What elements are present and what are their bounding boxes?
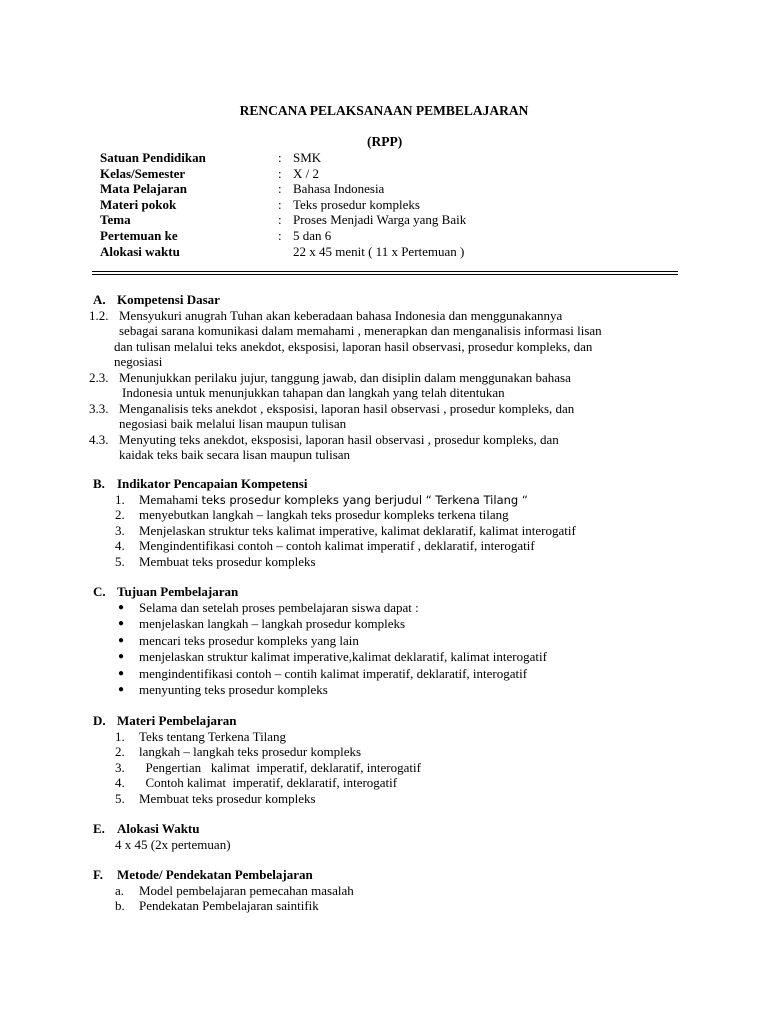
divider-line (92, 271, 678, 272)
divider-line (92, 274, 678, 275)
text-line: Indonesia untuk menunjukkan tahapan dan langkah yang telah ditentukan (122, 385, 505, 400)
list-item (93, 791, 683, 807)
text-line: Menyuting teks anekdot, eksposisi, laporan hasil observasi , prosedur kompleks, dan (119, 431, 559, 447)
meta-label: Mata Pelajaran (100, 181, 188, 197)
document-title: RENCANA PELAKSANAAN PEMBELAJARAN (239, 103, 529, 118)
meta-value: Teks prosedur kompleks (293, 196, 420, 212)
competency-text (91, 370, 683, 401)
competency-item (91, 370, 683, 401)
section-tujuan (93, 584, 683, 699)
list-number: 5. (115, 790, 125, 806)
section-heading (93, 867, 683, 883)
bullet-item (93, 633, 683, 650)
meta-value: SMK (293, 150, 322, 165)
section-letter: A. (93, 292, 106, 307)
competency-text (91, 401, 683, 432)
section-alokasi (93, 821, 683, 852)
bullet-text: Selama dan setelah proses pembelajaran siswa dapat : (139, 599, 419, 615)
list-text: Model pembelajaran pemecahan masalah (139, 882, 354, 898)
section-title: Alokasi Waktu (117, 821, 200, 836)
text-line: negosiasi (114, 354, 163, 369)
text-line: Mensyukuri anugrah Tuhan akan keberadaan bahasa Indonesia dan menggunakannya (119, 307, 563, 323)
list-text: Membuat teks prosedur kompleks (139, 790, 316, 806)
section-title: Tujuan Pembelajaran (117, 584, 239, 599)
bullet-item (93, 649, 683, 666)
list-item (93, 729, 683, 745)
competency-item (91, 308, 683, 370)
meta-label: Pertemuan ke (100, 227, 178, 243)
list-text-part: Memahami (139, 491, 202, 507)
list-text: Pengertian kalimat imperatif, deklaratif, interogatif (139, 759, 421, 775)
section-title: Materi Pembelajaran (117, 713, 237, 728)
list-number: 3. (115, 522, 125, 538)
meta-colon: : (278, 165, 282, 181)
competency-item (91, 401, 683, 432)
meta-label: Tema (100, 212, 131, 228)
section-indikator (93, 476, 683, 569)
list-item (93, 523, 683, 539)
meta-colon: : (278, 212, 282, 228)
list-item (93, 554, 683, 570)
list-text: menyebutkan langkah – langkah teks prosedur kompleks terkena tilang (139, 507, 509, 522)
list-number: 3. (115, 759, 125, 775)
bullet-icon: ● (118, 634, 125, 646)
meta-colon: : (278, 196, 282, 212)
bullet-icon: ● (118, 684, 125, 695)
competency-number: 4.3. (89, 431, 109, 447)
bullet-item (93, 600, 683, 617)
list-item (93, 492, 683, 508)
section-heading (93, 292, 683, 308)
list-text-part: teks prosedur kompleks yang berjudul (201, 492, 423, 507)
list-item (93, 507, 683, 523)
meta-label: Kelas/Semester (100, 165, 186, 181)
list-item (93, 760, 683, 776)
list-item (93, 775, 683, 791)
bullet-icon: ● (118, 651, 125, 662)
competency-number: 2.3. (89, 369, 109, 385)
list-item (93, 883, 683, 899)
list-number: 4. (115, 775, 125, 790)
list-text (139, 492, 528, 509)
bullet-item (93, 682, 683, 699)
section-materi (93, 713, 683, 806)
list-number: b. (115, 898, 125, 913)
list-text: Teks tentang Terkena Tilang (139, 728, 287, 744)
list-text: Pendekatan Pembelajaran saintifik (139, 898, 319, 913)
meta-label: Satuan Pendidikan (100, 150, 206, 165)
text-line: kaidak teks baik secara lisan maupun tulisan (119, 447, 351, 462)
competency-text (91, 308, 683, 370)
meta-colon: : (278, 227, 282, 243)
section-text: 4 x 45 (2x pertemuan) (115, 836, 231, 852)
section-heading (93, 821, 683, 837)
bullet-text: menjelaskan struktur kalimat imperative,kalimat deklaratif, kalimat interogatif (139, 649, 547, 664)
list-number: 4. (115, 538, 125, 553)
bullet-icon: ● (118, 601, 125, 613)
competency-item (91, 432, 683, 463)
bullet-text: mengindentifikasi contoh – contih kalimat imperatif, deklaratif, interogatif (139, 665, 528, 681)
list-text: Membuat teks prosedur kompleks (139, 553, 316, 569)
list-number: 2. (115, 744, 125, 759)
competency-number: 3.3. (89, 400, 109, 416)
list-number: 1. (115, 491, 125, 507)
meta-value: Bahasa Indonesia (293, 181, 385, 197)
section-title: Kompetensi Dasar (117, 292, 220, 307)
section-letter: E. (93, 821, 105, 836)
list-number: 5. (115, 553, 125, 569)
section-title: Indikator Pencapaian Kompetensi (117, 476, 308, 491)
text-line: negosiasi baik melalui lisan maupun tulisan (119, 416, 347, 431)
document-subtitle: (RPP) (367, 134, 403, 149)
text-line: sebagai sarana komunikasi dalam memahami , menerapkan dan menganalisis informasi lisan (119, 323, 602, 338)
section-heading (93, 584, 683, 600)
meta-colon: : (278, 150, 282, 165)
meta-label: Materi pokok (100, 196, 177, 212)
bullet-text: menyunting teks prosedur kompleks (139, 682, 328, 697)
list-text: Mengindentifikasi contoh – contoh kalimat imperatif , deklaratif, interogatif (139, 538, 535, 553)
meta-value: X / 2 (293, 165, 319, 181)
list-text: Contoh kalimat imperatif, deklaratif, interogatif (139, 775, 398, 790)
section-letter: B. (93, 476, 105, 491)
bullet-text: menjelaskan langkah – langkah prosedur kompleks (139, 616, 406, 631)
list-text: Menjelaskan struktur teks kalimat imperative, kalimat deklaratif, kalimat interogatif (139, 522, 576, 538)
bullet-item (93, 616, 683, 633)
text-line: dan tulisan melalui teks anekdot, eksposisi, laporan hasil observasi, prosedur kompleks, dan (114, 338, 593, 354)
list-text-part: “ Terkena Tilang “ (422, 492, 528, 507)
meta-colon: : (278, 181, 282, 197)
section-letter: D. (93, 713, 106, 728)
meta-value: 5 dan 6 (293, 227, 332, 243)
competency-text (91, 432, 683, 463)
section-letter: F. (93, 867, 103, 882)
list-number: a. (115, 882, 125, 898)
section-title: Metode/ Pendekatan Pembelajaran (117, 867, 313, 882)
meta-label: Alokasi waktu (100, 243, 180, 259)
section-letter: C. (93, 584, 106, 599)
bullet-icon: ● (118, 667, 125, 679)
list-number: 2. (115, 507, 125, 522)
section-metode (93, 867, 683, 914)
meta-value: Proses Menjadi Warga yang Baik (293, 212, 467, 228)
section-heading (93, 713, 683, 729)
bullet-item (93, 666, 683, 683)
competency-number: 1.2. (89, 307, 109, 323)
list-text: langkah – langkah teks prosedur kompleks (139, 744, 362, 759)
text-line: Menunjukkan perilaku jujur, tanggung jawab, dan disiplin dalam menggunakan bahasa (119, 369, 571, 385)
text-line: Menganalisis teks anekdot , eksposisi, laporan hasil observasi , prosedur kompleks, dan (119, 400, 575, 416)
bullet-icon: ● (118, 618, 125, 629)
section-kompetensi-dasar (89, 292, 683, 463)
list-item (93, 898, 683, 914)
bullet-text: mencari teks prosedur kompleks yang lain (139, 632, 359, 648)
list-item (93, 744, 683, 760)
list-item (93, 538, 683, 554)
meta-value: 22 x 45 menit ( 11 x Pertemuan ) (293, 243, 465, 259)
list-number: 1. (115, 728, 125, 744)
section-heading (93, 476, 683, 492)
